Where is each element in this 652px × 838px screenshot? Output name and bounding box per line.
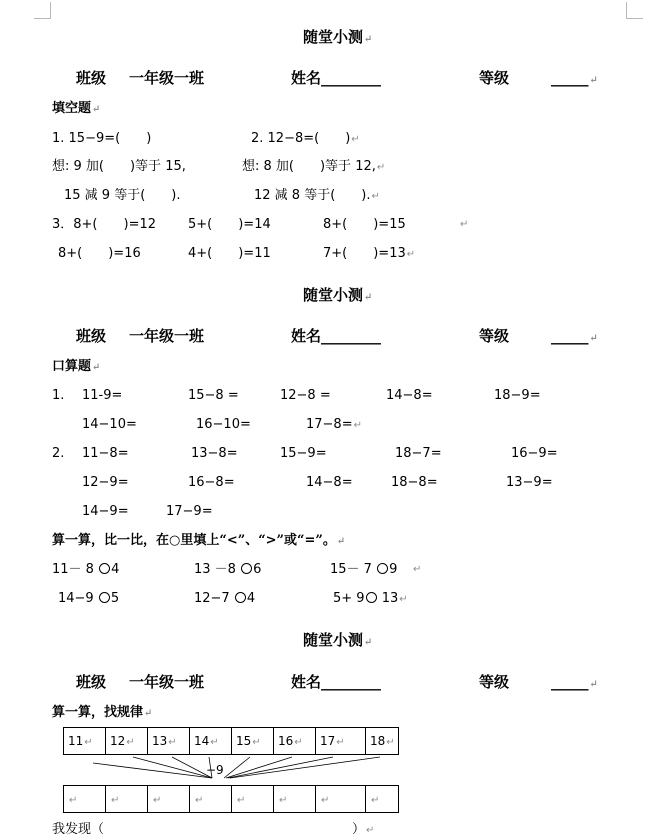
mental-math-item: 15−9=	[280, 446, 327, 461]
class-value: 一年级一班	[129, 673, 205, 691]
answer-cell[interactable]: ↵	[148, 786, 190, 813]
compare-item: 13 －8 6	[194, 562, 262, 577]
compare-item: 11－ 8 4	[52, 562, 120, 577]
mental-math-item: 13−9=	[506, 475, 553, 490]
answer-cell[interactable]: ↵	[366, 786, 399, 813]
answer-table	[63, 785, 399, 813]
grade-blank: _____↵	[551, 327, 598, 345]
mental-math-item: 11-9=	[82, 388, 123, 403]
fill-item: 3．8+( )=12	[52, 217, 157, 232]
mental-math-item: 16−9=	[511, 446, 558, 461]
discovery-label: 我发现（	[52, 822, 105, 837]
fill-item: 8+( )=15	[323, 217, 406, 232]
grade-label: 等级	[479, 327, 510, 345]
answer-cell[interactable]: ↵	[64, 786, 106, 813]
number-cell: 13↵	[148, 728, 190, 755]
paragraph-mark: ↵	[413, 564, 422, 575]
item-number: 2.	[52, 446, 65, 461]
number-cell: 12↵	[106, 728, 148, 755]
fill-item: 15 减 9 等于( ).	[64, 188, 181, 203]
section-heading-compare: 算一算，比一比，在○里填上“<”、“>”或“=”。↵	[52, 533, 346, 548]
number-cell: 11↵	[64, 728, 106, 755]
mental-math-item: 12−8 =	[280, 388, 331, 403]
compare-item: 5+ 9 13↵	[333, 591, 408, 606]
grade-blank: _____↵	[551, 673, 598, 691]
fill-item: 4+( )=11	[188, 246, 271, 261]
class-label: 班级	[76, 673, 107, 691]
answer-cell[interactable]: ↵	[232, 786, 274, 813]
mental-math-item: 17−8=↵	[306, 417, 362, 432]
quiz-title: 随堂小测↵	[303, 286, 373, 304]
paragraph-mark: ↵	[460, 219, 469, 230]
grade-label: 等级	[479, 673, 510, 691]
mental-math-item: 14−10=	[82, 417, 137, 432]
grade-label: 等级	[479, 69, 510, 87]
section-heading-mental-math: 口算题↵	[52, 359, 101, 374]
quiz-title: 随堂小测↵	[303, 28, 373, 46]
mental-math-item: 13−8=	[191, 446, 238, 461]
mental-math-item: 18−8=	[391, 475, 438, 490]
mental-math-item: 15−8 =	[188, 388, 239, 403]
mental-math-item: 14−8=	[306, 475, 353, 490]
class-label: 班级	[76, 69, 107, 87]
item-number: 1.	[52, 388, 65, 403]
section-heading-pattern: 算一算，找规律↵	[52, 705, 153, 720]
compare-item: 15－ 7 9	[330, 562, 398, 577]
fill-item: 7+( )=13↵	[323, 246, 416, 261]
mental-math-item: 18−9=	[494, 388, 541, 403]
name-label: 姓名________	[291, 327, 382, 345]
fill-item: 2. 12−8=( )↵	[251, 131, 360, 146]
compare-item: 14−9 5	[58, 591, 120, 606]
fill-item: 想: 9 加( )等于 15,	[52, 159, 186, 174]
compare-item: 12−7 4	[194, 591, 256, 606]
answer-cell[interactable]: ↵	[190, 786, 232, 813]
operator-label: −9	[206, 763, 224, 777]
mental-math-item: 11−8=	[82, 446, 129, 461]
class-value: 一年级一班	[129, 69, 205, 87]
mental-math-item: 16−10=	[196, 417, 251, 432]
number-cell: 18↵	[366, 728, 399, 755]
class-value: 一年级一班	[129, 327, 205, 345]
grade-blank: _____↵	[551, 69, 598, 87]
number-cell: 14↵	[190, 728, 232, 755]
number-cell: 17↵	[316, 728, 366, 755]
answer-cell[interactable]: ↵	[316, 786, 366, 813]
name-label: 姓名________	[291, 673, 382, 691]
answer-cell[interactable]: ↵	[274, 786, 316, 813]
fill-item: 1. 15−9=( )	[52, 131, 152, 146]
class-label: 班级	[76, 327, 107, 345]
fill-item: 5+( )=14	[188, 217, 271, 232]
fill-item: 12 减 8 等于( ).↵	[254, 188, 380, 203]
discovery-close: ）↵	[352, 822, 375, 837]
number-cell: 16↵	[274, 728, 316, 755]
mental-math-item: 14−8=	[386, 388, 433, 403]
answer-cell[interactable]: ↵	[106, 786, 148, 813]
mental-math-item: 17−9=	[166, 504, 213, 519]
mental-math-item: 12−9=	[82, 475, 129, 490]
mental-math-item: 14−9=	[82, 504, 129, 519]
section-heading-fill-in: 填空题↵	[52, 101, 101, 116]
name-label: 姓名________	[291, 69, 382, 87]
quiz-title: 随堂小测↵	[303, 631, 373, 649]
fill-item: 8+( )=16	[58, 246, 141, 261]
mental-math-item: 18−7=	[395, 446, 442, 461]
mental-math-item: 16−8=	[188, 475, 235, 490]
number-cell: 15↵	[232, 728, 274, 755]
fill-item: 想: 8 加( )等于 12,↵	[242, 159, 386, 174]
